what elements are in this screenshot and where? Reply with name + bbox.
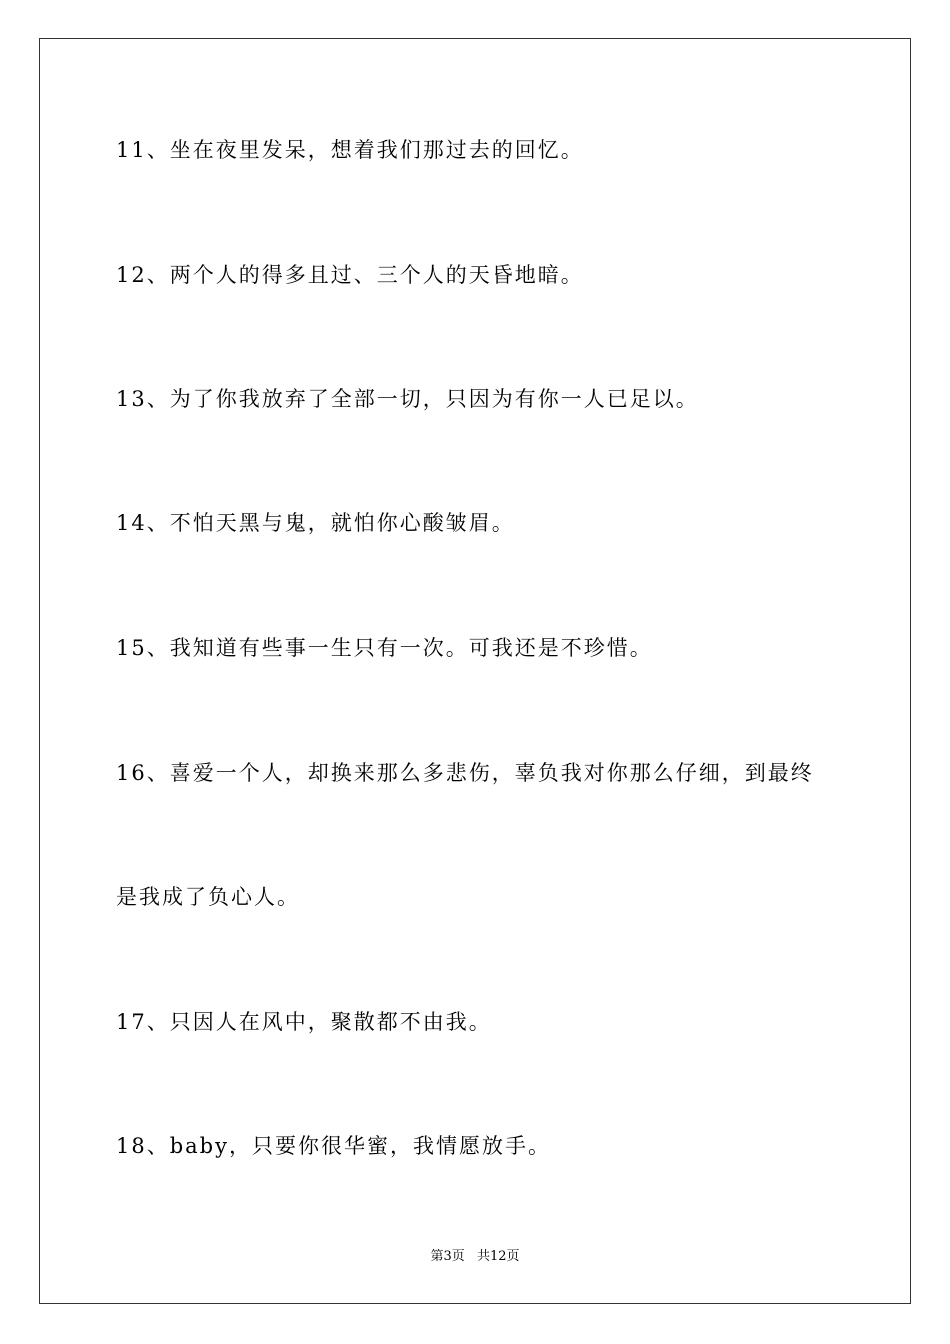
text-line-17: 17、只因人在风中，聚散都不由我。 bbox=[116, 1010, 492, 1034]
page-total: 共12页 bbox=[476, 1249, 520, 1264]
text-line-11: 11、坐在夜里发呆，想着我们那过去的回忆。 bbox=[116, 138, 584, 162]
text-line-16: 16、喜爱一个人，却换来那么多悲伤，辜负我对你那么仔细，到最终 bbox=[116, 761, 814, 785]
text-line-18: 18、baby，只要你很华蜜，我情愿放手。 bbox=[116, 1134, 551, 1158]
text-line-15: 15、我知道有些事一生只有一次。可我还是不珍惜。 bbox=[116, 636, 653, 660]
text-line-13: 13、为了你我放弃了全部一切，只因为有你一人已足以。 bbox=[116, 387, 699, 411]
page-frame bbox=[39, 38, 911, 1304]
text-line-12: 12、两个人的得多且过、三个人的天昏地暗。 bbox=[116, 263, 584, 287]
text-line-14: 14、不怕天黑与鬼，就怕你心酸皱眉。 bbox=[116, 511, 515, 535]
page-footer bbox=[0, 1248, 950, 1266]
page-number: 第3页 bbox=[430, 1249, 465, 1264]
text-line-16-continued: 是我成了负心人。 bbox=[116, 885, 300, 909]
